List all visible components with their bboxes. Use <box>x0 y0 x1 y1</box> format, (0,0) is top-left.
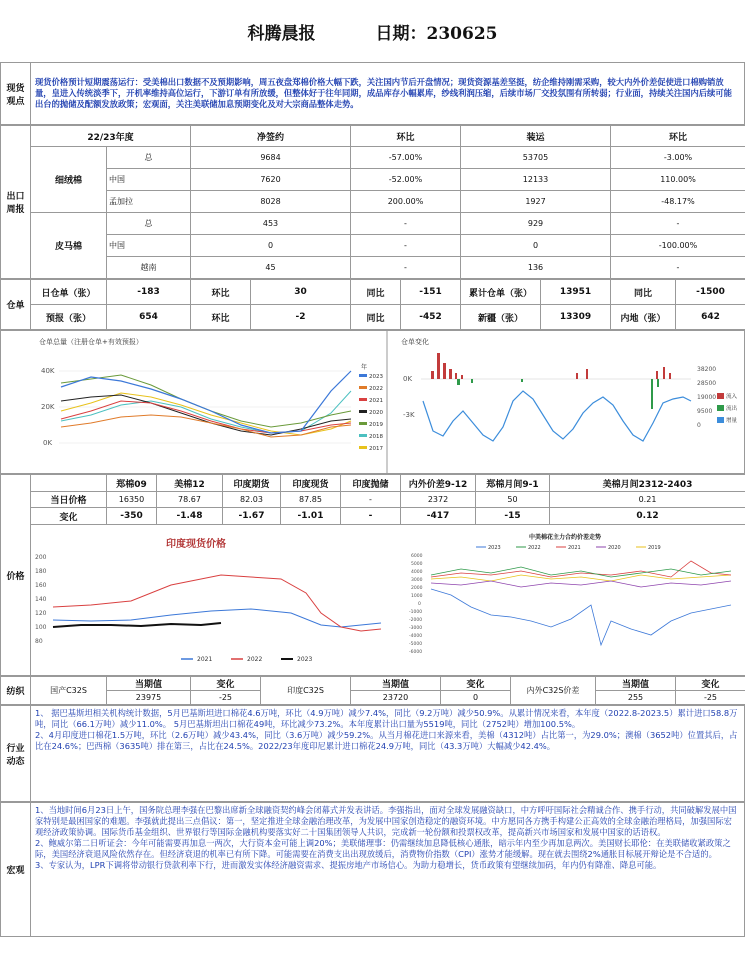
upland-label: 细绒棉 <box>31 147 107 213</box>
spread-legend-2020: 2020 <box>608 545 621 551</box>
spread-ytick: 1000 <box>411 594 423 599</box>
price-change: -1.01 <box>281 508 341 525</box>
wr-total-line-2023 <box>61 371 351 433</box>
spread-ytick: 0 <box>418 602 421 607</box>
wr-total-line-2020 <box>61 395 351 435</box>
wr-daily-value: -183 <box>107 280 191 305</box>
export-cell: 110.00% <box>611 169 745 191</box>
price-section <box>0 474 745 676</box>
wr-mom-label: 环比 <box>191 280 251 305</box>
price-change: -417 <box>401 508 476 525</box>
export-section <box>0 125 745 279</box>
spread-ytick: -5000 <box>409 642 423 647</box>
spread-legend-2023: 2023 <box>488 545 501 551</box>
spread-ytick: 6000 <box>411 554 423 559</box>
export-cell: 7620 <box>191 169 351 191</box>
spread-line-2019 <box>431 575 731 581</box>
macro-paragraph-2: 2、鲍威尔第二日听证会：今年可能需要再加息一两次，大行资本金可能上调20%；美联储理事：仍需继续加息降低核心通胀，暗示年内至少再加息两次。美国财长耶伦：在美联储收紧政策之际，美国经济衰退风险依然存在。但经济衰退的机率已有所下降。可能需要在消费支出出现放缓后，消费物价指数（CPI）涨势才能缓解。现在就去围绕2%通胀目标展开辩论是不合适的。 <box>35 838 731 859</box>
price-change: 0.12 <box>550 508 745 525</box>
report-date: 日期：230625 <box>375 23 498 44</box>
export-cell: -52.00% <box>351 169 461 191</box>
macro-paragraph-3: 3、专家认为，LPR下调将带动银行贷款利率下行，进而激发实体经济融资需求、提振房地产市场信心。为助力稳增长，货币政策有望继续加码，年内仍有降准、降息可能。 <box>35 860 662 870</box>
macro-label: 宏观 <box>1 803 31 937</box>
india-ytick: 180 <box>35 568 47 575</box>
spread-legend-2021: 2021 <box>568 545 581 551</box>
wr-change-legend-inc: 增量 <box>726 418 738 424</box>
export-cell: 929 <box>461 213 611 235</box>
yarn-c32s-label: 国产C32S <box>31 677 107 705</box>
india-ytick: 100 <box>35 624 47 631</box>
wr-yoy-value: -151 <box>401 280 461 305</box>
yarn-in32s-change: 0 <box>441 691 511 705</box>
wr-cum-value: 13951 <box>541 280 611 305</box>
yarn-col-change: 变化 <box>676 677 745 691</box>
yarn-col-current: 当期值 <box>107 677 191 691</box>
spread-line-2021 <box>431 561 731 577</box>
price-header: 美棉12 <box>157 475 223 492</box>
export-cell: 8028 <box>191 191 351 213</box>
india-ytick: 80 <box>35 638 43 645</box>
export-cell: 200.00% <box>351 191 461 213</box>
spread-legend-2019: 2019 <box>648 545 661 551</box>
spot-label: 现货观点 <box>1 63 31 125</box>
warehouse-charts-panel <box>0 330 745 474</box>
wr-change-title: 仓单变化 <box>401 338 429 346</box>
warehouse-label: 仓单 <box>1 280 31 330</box>
price-change: - <box>341 508 401 525</box>
industry-section <box>0 705 745 802</box>
wr-change-ytick: 0K <box>403 375 413 383</box>
wr-legend-2017: 2017 <box>369 446 383 452</box>
spread-legend-2022: 2022 <box>528 545 541 551</box>
price-header: 郑棉09 <box>107 475 157 492</box>
wr-total-legend-title: 年 <box>361 364 368 371</box>
wr-change-rytick: 0 <box>697 422 701 429</box>
wr-cum-yoy-value: -1500 <box>676 280 745 305</box>
spread-ytick: 4000 <box>411 570 423 575</box>
export-header-sign: 净签约 <box>191 126 351 147</box>
price-current: 16350 <box>107 492 157 508</box>
price-current: 87.85 <box>281 492 341 508</box>
wr-total-line-2018 <box>61 391 351 433</box>
price-header: 美棉月间2312-2403 <box>550 475 745 492</box>
spread-ytick: -2000 <box>409 618 423 623</box>
india-ytick: 200 <box>35 554 47 561</box>
india-legend-2022: 2022 <box>247 656 263 663</box>
export-cell: - <box>351 257 461 279</box>
export-cell: 45 <box>191 257 351 279</box>
wr-legend-2018: 2018 <box>369 434 383 440</box>
industry-label: 行业动态 <box>1 706 31 802</box>
price-current: 82.03 <box>223 492 281 508</box>
wr-legend-2023: 2023 <box>369 374 383 380</box>
yarn-spread-label: 内外C32S价差 <box>511 677 596 705</box>
yarn-c32s-value: 23975 <box>107 691 191 705</box>
spread-chart-title: 中美棉花主力合约价差走势 <box>529 534 602 541</box>
wr-forecast-value: 654 <box>107 305 191 330</box>
price-change: -1.48 <box>157 508 223 525</box>
export-row-name: 总 <box>107 213 191 235</box>
spot-section <box>0 62 745 125</box>
export-header-ship: 装运 <box>461 126 611 147</box>
export-cell: - <box>351 213 461 235</box>
export-cell: -57.00% <box>351 147 461 169</box>
spread-ytick: 5000 <box>411 562 423 567</box>
export-row-name: 中国 <box>107 235 191 257</box>
yarn-col-change: 变化 <box>191 677 261 691</box>
spread-line-2022 <box>431 567 731 577</box>
wr-change-cumulative-line <box>423 391 691 441</box>
yarn-col-current: 当期值 <box>351 677 441 691</box>
india-legend-2023: 2023 <box>297 656 313 663</box>
export-cell: 0 <box>191 235 351 257</box>
macro-section <box>0 802 745 937</box>
price-change: -15 <box>476 508 550 525</box>
yarn-col-change: 变化 <box>441 677 511 691</box>
wr-xinjiang-value: 13309 <box>541 305 611 330</box>
price-current: 78.67 <box>157 492 223 508</box>
wr-total-ytick: 40K <box>41 367 55 375</box>
spot-text: 现货价格预计短期震荡运行：受美棉出口数据不及预期影响，周五夜盘郑棉价格大幅下跌，关注国内节后开盘情况；现货资源基差坚挺，纺企维持刚需采购，较大内外价差促使进口棉购销放量，皇进入传统淡季下，开机率维持高位运行，下游订单有所放缓，但整体好于往年同期，成品库存小幅累库，纱线利润压缩，后续市场厂交投氛围有所转弱；行业面，持续关注国内后续可能出台的抛储及配额发放政策；宏观面，关注美联储加息预期变化及对大宗商品整体走势。 <box>31 63 745 125</box>
spread-ytick: -4000 <box>409 634 423 639</box>
price-change: -1.67 <box>223 508 281 525</box>
export-season: 22/23年度 <box>31 126 191 147</box>
wr-legend-2022: 2022 <box>369 386 383 392</box>
wr-change-ytick: -3K <box>403 411 415 419</box>
price-corner <box>31 475 107 492</box>
wr-forecast-mom-label: 环比 <box>191 305 251 330</box>
india-legend-2021: 2021 <box>197 656 213 663</box>
wr-cum-label: 累计仓单（张） <box>461 280 541 305</box>
wr-legend-2019: 2019 <box>369 422 383 428</box>
india-ytick: 160 <box>35 582 47 589</box>
price-header: 郑棉月间9-1 <box>476 475 550 492</box>
spread-ytick: 2000 <box>411 586 423 591</box>
spread-ytick: -3000 <box>409 626 423 631</box>
price-change-label: 变化 <box>31 508 107 525</box>
spread-ytick: -1000 <box>409 610 423 615</box>
export-cell: 136 <box>461 257 611 279</box>
yarn-spread-value: 255 <box>596 691 676 705</box>
spread-ytick: -6000 <box>409 650 423 655</box>
export-cell: -100.00% <box>611 235 745 257</box>
wr-change-rytick: 38200 <box>697 366 717 373</box>
price-current: 50 <box>476 492 550 508</box>
industry-paragraph-1: 1、 据巴基斯坦相关机构统计数据，5月巴基斯坦进口棉花4.6万吨，环比（4.9万吨）减少7.4%，同比（9.2万吨）减少50.9%。从累计情况来看，本年度（2022.8-2023.5）累计进口58.8万吨，同比（66.1万吨）减少11.0%。 5月巴基斯坦出口棉花49吨，环比减少73.2%。本年度累计出口量为5519吨，同比（2752吨）增加100.5%。 <box>35 708 738 729</box>
price-label: 价格 <box>1 475 31 676</box>
price-header: 印度期货 <box>223 475 281 492</box>
wr-cum-yoy-label: 同比 <box>611 280 676 305</box>
yarn-spread-change: -25 <box>676 691 745 705</box>
wr-total-line-2022 <box>61 415 351 437</box>
wr-change-rytick: 9500 <box>697 408 713 415</box>
export-row-name: 孟加拉 <box>107 191 191 213</box>
wr-mom-value: 30 <box>251 280 351 305</box>
industry-paragraph-2: 2、4月印度进口棉花1.5万吨，环比（2.6万吨）减少43.4%，同比（3.6万吨）减少59.2%。从当月棉花进口来源来看，美棉（4312吨）占比第一，为29.0%；澳棉（3652吨）位置其后，占比在24.6%；巴西棉（3635吨）排在第三，占比在24.5%。2022/23年度印尼累计进口棉花24.9万吨，同比（43.3万吨）大幅减少42.4%。 <box>35 730 738 751</box>
export-label: 出口周报 <box>1 126 31 279</box>
wr-forecast-label: 预报（张） <box>31 305 107 330</box>
wr-yoy-label: 同比 <box>351 280 401 305</box>
spread-ytick: 3000 <box>411 578 423 583</box>
export-row-name: 越南 <box>107 257 191 279</box>
export-cell: 453 <box>191 213 351 235</box>
export-cell: 12133 <box>461 169 611 191</box>
yarn-col-current: 当期值 <box>596 677 676 691</box>
export-cell: - <box>611 213 745 235</box>
export-cell: 53705 <box>461 147 611 169</box>
price-current-label: 当日价格 <box>31 492 107 508</box>
wr-change-legend-out: 流出 <box>726 406 738 412</box>
wr-total-ytick: 20K <box>41 403 55 411</box>
wr-total-ytick: 0K <box>43 439 53 447</box>
price-current: 0.21 <box>550 492 745 508</box>
macro-paragraph-1: 1、当地时间6月23日上午，国务院总理李强在巴黎出席新全球融资契约峰会闭幕式并发表讲话。李强指出，面对全球发展融资缺口，中方呼吁国际社会精诚合作、携手行动，共同破解发展中国家特别是最困国家的难题。李强就此提出三点倡议：第一，坚定推进全球金融治理改革，为发展中国家创造稳定的融资环境。中方愿同各方携手构建公正高效的全球金融治理格局，加强国际宏观经济政策协调。国际货币基金组织、世界银行等国际金融机构要落实好二十国集团领导人共识，完成新一轮份额和投票权改革，提高新兴市场国家和发展中国家的话语权。 <box>35 805 737 837</box>
yarn-section <box>0 676 745 705</box>
yarn-label: 纺织 <box>1 677 31 705</box>
export-header-ship-chg: 环比 <box>611 126 745 147</box>
warehouse-charts <box>1 331 744 473</box>
wr-inland-value: 642 <box>676 305 745 330</box>
wr-forecast-yoy-label: 同比 <box>351 305 401 330</box>
warehouse-section <box>0 279 745 330</box>
spread-line-2023 <box>431 589 731 645</box>
export-cell: - <box>351 235 461 257</box>
report-header <box>0 0 745 62</box>
wr-change-legend-in: 流入 <box>726 394 738 400</box>
wr-daily-label: 日仓单（张） <box>31 280 107 305</box>
wr-legend-2020: 2020 <box>369 410 383 416</box>
wr-total-line-2017 <box>61 393 351 435</box>
yarn-c32s-change: -25 <box>191 691 261 705</box>
export-row-name: 中国 <box>107 169 191 191</box>
wr-legend-2021: 2021 <box>369 398 383 404</box>
wr-forecast-mom-value: -2 <box>251 305 351 330</box>
price-current: 2372 <box>401 492 476 508</box>
price-current: - <box>341 492 401 508</box>
report-title: 科腾晨报 <box>247 23 316 44</box>
export-cell: - <box>611 257 745 279</box>
yarn-in32s-label: 印度C32S <box>261 677 351 705</box>
india-ytick: 120 <box>35 610 47 617</box>
price-charts-cell <box>31 525 745 676</box>
export-cell: 1927 <box>461 191 611 213</box>
india-chart-title: 印度现货价格 <box>166 539 226 550</box>
export-cell: -48.17% <box>611 191 745 213</box>
price-header: 印度现货 <box>281 475 341 492</box>
price-charts <box>31 525 745 673</box>
export-cell: 0 <box>461 235 611 257</box>
wr-xinjiang-label: 新疆（张） <box>461 305 541 330</box>
india-ytick: 140 <box>35 596 47 603</box>
yarn-in32s-value: 23720 <box>351 691 441 705</box>
price-header: 内外价差9-12 <box>401 475 476 492</box>
wr-change-rytick: 28500 <box>697 380 717 387</box>
export-cell: -3.00% <box>611 147 745 169</box>
export-header-sign-chg: 环比 <box>351 126 461 147</box>
wr-inland-label: 内地（张） <box>611 305 676 330</box>
wr-total-title: 仓单总量（注册仓单+有效预报） <box>39 338 143 346</box>
spread-line-2020 <box>431 581 731 587</box>
wr-change-rytick: 19000 <box>697 394 717 401</box>
export-row-name: 总 <box>107 147 191 169</box>
price-header: 印度抛储 <box>341 475 401 492</box>
wr-forecast-yoy-value: -452 <box>401 305 461 330</box>
india-line-2023 <box>53 623 221 627</box>
pima-label: 皮马棉 <box>31 213 107 279</box>
price-change: -350 <box>107 508 157 525</box>
export-cell: 9684 <box>191 147 351 169</box>
